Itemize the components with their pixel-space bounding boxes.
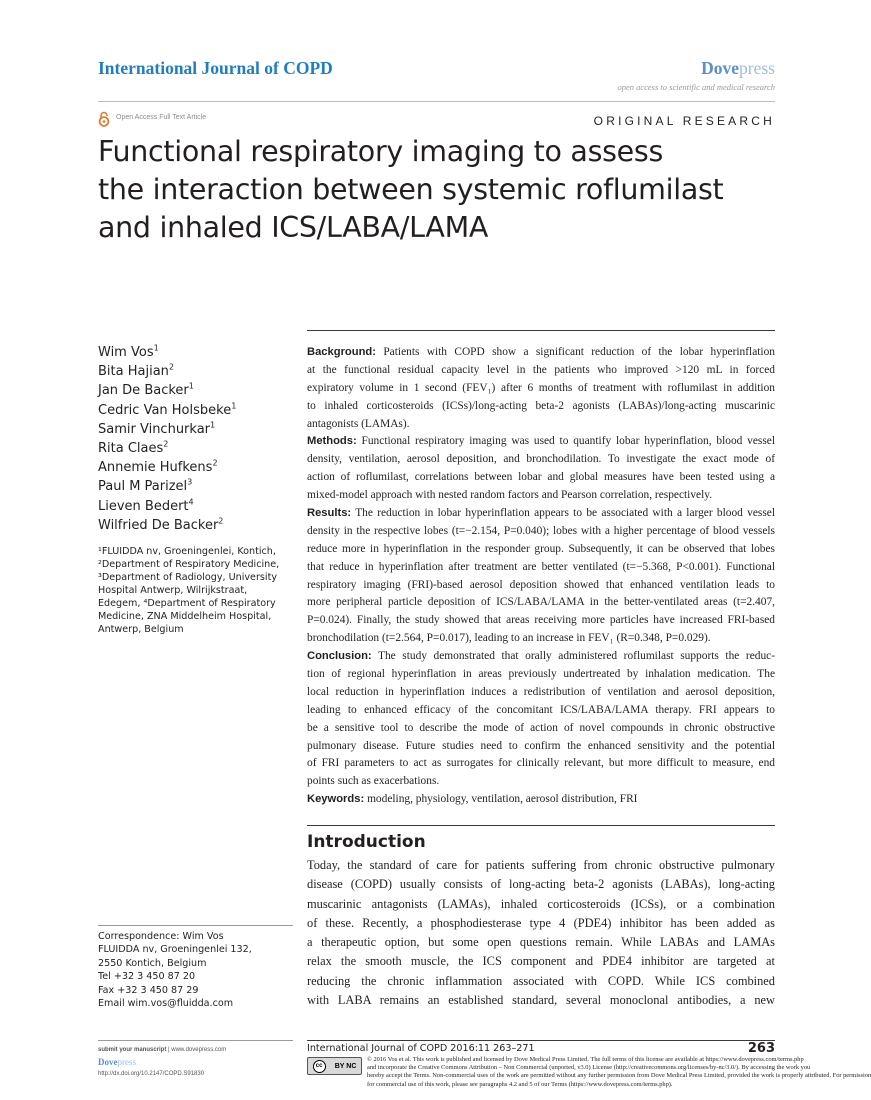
- license-text: [367, 1056, 871, 1089]
- correspondence: [98, 930, 293, 1010]
- abstract-line: Methods: Functional respiratory imaging was used to quantify lobar hyperinflation, blood vessel: [307, 435, 775, 448]
- section-label-conclusion: Conclusion:: [307, 650, 372, 663]
- correspondence-email[interactable]: Email wim.vos@fluidda.com: [98, 998, 234, 1010]
- intro-divider: [307, 825, 775, 826]
- intro-line: muscarinic antagonists (LAMAs), inhaled corticosteroids (ICSs), or a combination: [307, 896, 775, 911]
- abstract-top-divider: [307, 330, 775, 331]
- intro-line: disease (COPD) usually consists of long-acting beta-2 agonists (LABAs), long-acting: [307, 877, 775, 892]
- abstract-line: to inhaled corticosteroids (ICSs)/long-acting beta-2 agonists (LABAs)/long-acting muscarinic: [307, 399, 775, 412]
- abstract-line: leading to enhanced efficacy of the concomitant ICS/LABA/LAMA therapy. FRI appears to: [307, 703, 775, 716]
- author: Paul M Parizel$^3$: [98, 478, 193, 495]
- abstract-line: more peripheral particle deposition of ICS/LABA/LAMA in the better-ventilated areas (t=2.407,: [307, 596, 775, 609]
- license-line: for commercial use of this work, please see paragraphs 4.2 and 5 of our Terms (https://www.dovepress.com/terms.php).: [367, 1080, 673, 1088]
- footer-left-divider: [98, 1040, 293, 1041]
- license-line: and incorporate the Creative Commons Attribution – Non Commercial (unported, v3.0) License (http://creativecommons.org/licenses/by-nc/3.0/). By accessing the work you: [367, 1064, 811, 1072]
- publisher-tagline: open access to scientific and medical research: [617, 82, 775, 92]
- introduction-body: [307, 856, 775, 1010]
- footer-left: [98, 1044, 226, 1080]
- author: Samir Vinchurkar$^1$: [98, 420, 216, 437]
- abstract-line: at the functional residual capacity level in the patients who improved >120 mL in forced: [307, 363, 775, 376]
- section-heading-introduction: Introduction: [307, 832, 426, 852]
- author: Jan De Backer$^1$: [98, 382, 194, 399]
- section-label-background: Background:: [307, 346, 376, 358]
- license-line: hereby accept the Terms. Non-commercial uses of the work are permitted without any further permission from Dove Medical Press Limited, provided the work is properly attributed. For permission: [367, 1072, 871, 1080]
- header-divider: [98, 101, 775, 102]
- abstract-line: P=0.024). Finally, the study showed that areas receiving more particles have increased FRI-based: [307, 614, 775, 627]
- cc-icon: cc: [313, 1060, 326, 1073]
- affiliation-line: ¹FLUIDDA nv, Groeningenlei, Kontich,: [98, 546, 276, 557]
- abstract-line: antagonists (LAMAs).: [307, 417, 410, 430]
- abstract-line: points such as exacerbations.: [307, 775, 440, 788]
- publisher-logo-part2: press: [739, 58, 775, 78]
- author: Rita Claes$^2$: [98, 439, 169, 457]
- correspondence-line: Correspondence: Wim Vos: [98, 931, 224, 942]
- abstract-line: Background: Patients with COPD show a significant reduction of the lobar hyperinflation: [307, 346, 775, 358]
- correspondence-line: FLUIDDA nv, Groeningenlei 132,: [98, 944, 252, 956]
- journal-name: International Journal of COPD: [98, 58, 333, 78]
- abstract-line: tion of regional hyperinflation in areas previously undertreated by inhalation medication. The: [307, 668, 775, 681]
- article-category: ORIGINAL RESEARCH: [593, 114, 775, 128]
- author: Annemie Hufkens$^2$: [98, 458, 218, 476]
- correspondence-line: Fax +32 3 450 87 29: [98, 984, 199, 996]
- footer-right-divider: [307, 1040, 775, 1041]
- submit-manuscript-link[interactable]: submit your manuscript | www.dovepress.com: [98, 1047, 227, 1053]
- author: Wilfried De Backer$^2$: [98, 516, 224, 533]
- page-number: 263: [747, 1041, 775, 1056]
- author: Bita Hajian$^2$: [98, 362, 175, 380]
- abstract-line: bronchodilation (t=2.564, P=0.017), leading to an increase in FEV₁ (R=0.348, P=0.029).: [307, 632, 711, 645]
- abstract: [307, 344, 775, 809]
- publisher-logo-part1: Dove: [701, 58, 740, 78]
- abstract-keywords: Keywords: modeling, physiology, ventilation, aerosol distribution, FRI: [307, 793, 638, 806]
- publisher-logo: [701, 58, 775, 79]
- abstract-line: reduce more in hyperinflation in the responder group. Subsequently, it can be observed that lobes: [307, 542, 775, 555]
- license-line: © 2016 Vos et al. This work is published and licensed by Dove Medical Press Limited. The full terms of this license are available at https://www.dovepress.com/terms.php: [367, 1056, 804, 1063]
- abstract-line: pulmonary disease. Future studies need to confirm the enhanced sensitivity and the potential: [307, 739, 775, 752]
- affiliation-line: Hospital Antwerp, Wilrijkstraat,: [98, 585, 248, 596]
- author-list: [98, 343, 298, 535]
- section-label-keywords: Keywords:: [307, 793, 365, 806]
- abstract-line: mixed-model approach with nested random factors and Pearson correlation, respectively.: [307, 489, 713, 502]
- title-line: Functional respiratory imaging to assess: [98, 135, 664, 168]
- affiliation-line: Antwerp, Belgium: [98, 624, 184, 635]
- abstract-line: of FRI parameters to act as surrogates for clinically relevant, but more difficult to measure, end: [307, 757, 775, 770]
- author: Cedric Van Holsbeke$^1$: [98, 401, 237, 418]
- abstract-line: respiratory imaging (FRI)-based aerosol deposition showed that enhanced ventilation leads to: [307, 578, 775, 591]
- abstract-line: density, ventilation, aerosol deposition, and bronchodilation. To investigate the exact mode of: [307, 453, 775, 466]
- abstract-line: action of roflumilast, correlations between lobar and global measures have been tested using a: [307, 471, 775, 484]
- correspondence-divider: [98, 925, 293, 926]
- creative-commons-badge[interactable]: [307, 1057, 362, 1075]
- abstract-line: local reduction in hyperinflation induces a redistribution of ventilation and aerosol deposition,: [307, 685, 775, 698]
- correspondence-line: 2550 Kontich, Belgium: [98, 957, 207, 969]
- intro-line: of these. Recently, a phosphodiesterase type 4 (PDE4) inhibitor has been added as: [307, 915, 775, 930]
- author: Wim Vos$^1$: [98, 343, 159, 360]
- correspondence-line: Tel +32 3 450 87 20: [98, 971, 196, 983]
- intro-line: relax the smooth muscle, the ICS component and PDE4 inhibitor are targeted at: [307, 954, 775, 969]
- doi-link[interactable]: http://dx.doi.org/10.2147/COPD.S91830: [98, 1071, 205, 1077]
- intro-line: with LABA remains an established standard, several monoclonal antibodies, a new: [307, 993, 775, 1008]
- abstract-line: Results: The reduction in lobar hyperinflation appears to be associated with a larger blood vessel: [307, 507, 775, 520]
- affiliation-line: Edegem, ⁴Department of Respiratory: [98, 598, 276, 609]
- abstract-line: Conclusion: The study demonstrated that orally administered roflumilast supports the reduc-: [307, 650, 775, 663]
- section-label-methods: Methods:: [307, 435, 357, 448]
- footer-publisher-logo: Dovepress: [98, 1057, 136, 1067]
- open-access-lock-icon: [98, 111, 110, 127]
- open-access-label: Open Access Full Text Article: [116, 114, 207, 121]
- affiliation-line: ³Department of Radiology, University: [98, 572, 278, 583]
- abstract-line: be a sensitive tool to describe the mode of action of novel compounds in chronic obstructive: [307, 721, 775, 734]
- article-title: [98, 133, 738, 247]
- abstract-line: density in the respective lobes (t=−2.154, P=0.040); lobes with a higher percentage of blood vessels: [307, 524, 775, 537]
- title-line: and inhaled ICS/LABA/LAMA: [98, 211, 489, 244]
- intro-line: Today, the standard of care for patients suffering from chronic obstructive pulmonary: [307, 858, 775, 872]
- abstract-line: that reduce in hyperinflation after treatment are better ventilated (t=−5.368, P<0.001). Functional: [307, 560, 775, 573]
- affiliation-line: ²Department of Respiratory Medicine,: [98, 559, 280, 570]
- section-label-results: Results:: [307, 507, 352, 520]
- affiliations: [98, 545, 293, 636]
- cc-license-label: BY NC: [334, 1062, 357, 1070]
- footer-citation: International Journal of COPD 2016:11 263–271: [307, 1043, 535, 1054]
- affiliation-line: Medicine, ZNA Middelheim Hospital,: [98, 611, 272, 622]
- title-line: the interaction between systemic roflumilast: [98, 173, 724, 206]
- author: Lieven Bedert$^4$: [98, 497, 194, 514]
- abstract-line: expiratory volume in 1 second (FEV₁) after 6 months of treatment with roflumilast in addition: [307, 381, 775, 394]
- intro-line: a therapeutic option, but some open questions remain. While LABAs and LAMAs: [307, 935, 775, 950]
- intro-line: reducing the chronic inflammation associated with COPD. While ICS combined: [307, 973, 775, 988]
